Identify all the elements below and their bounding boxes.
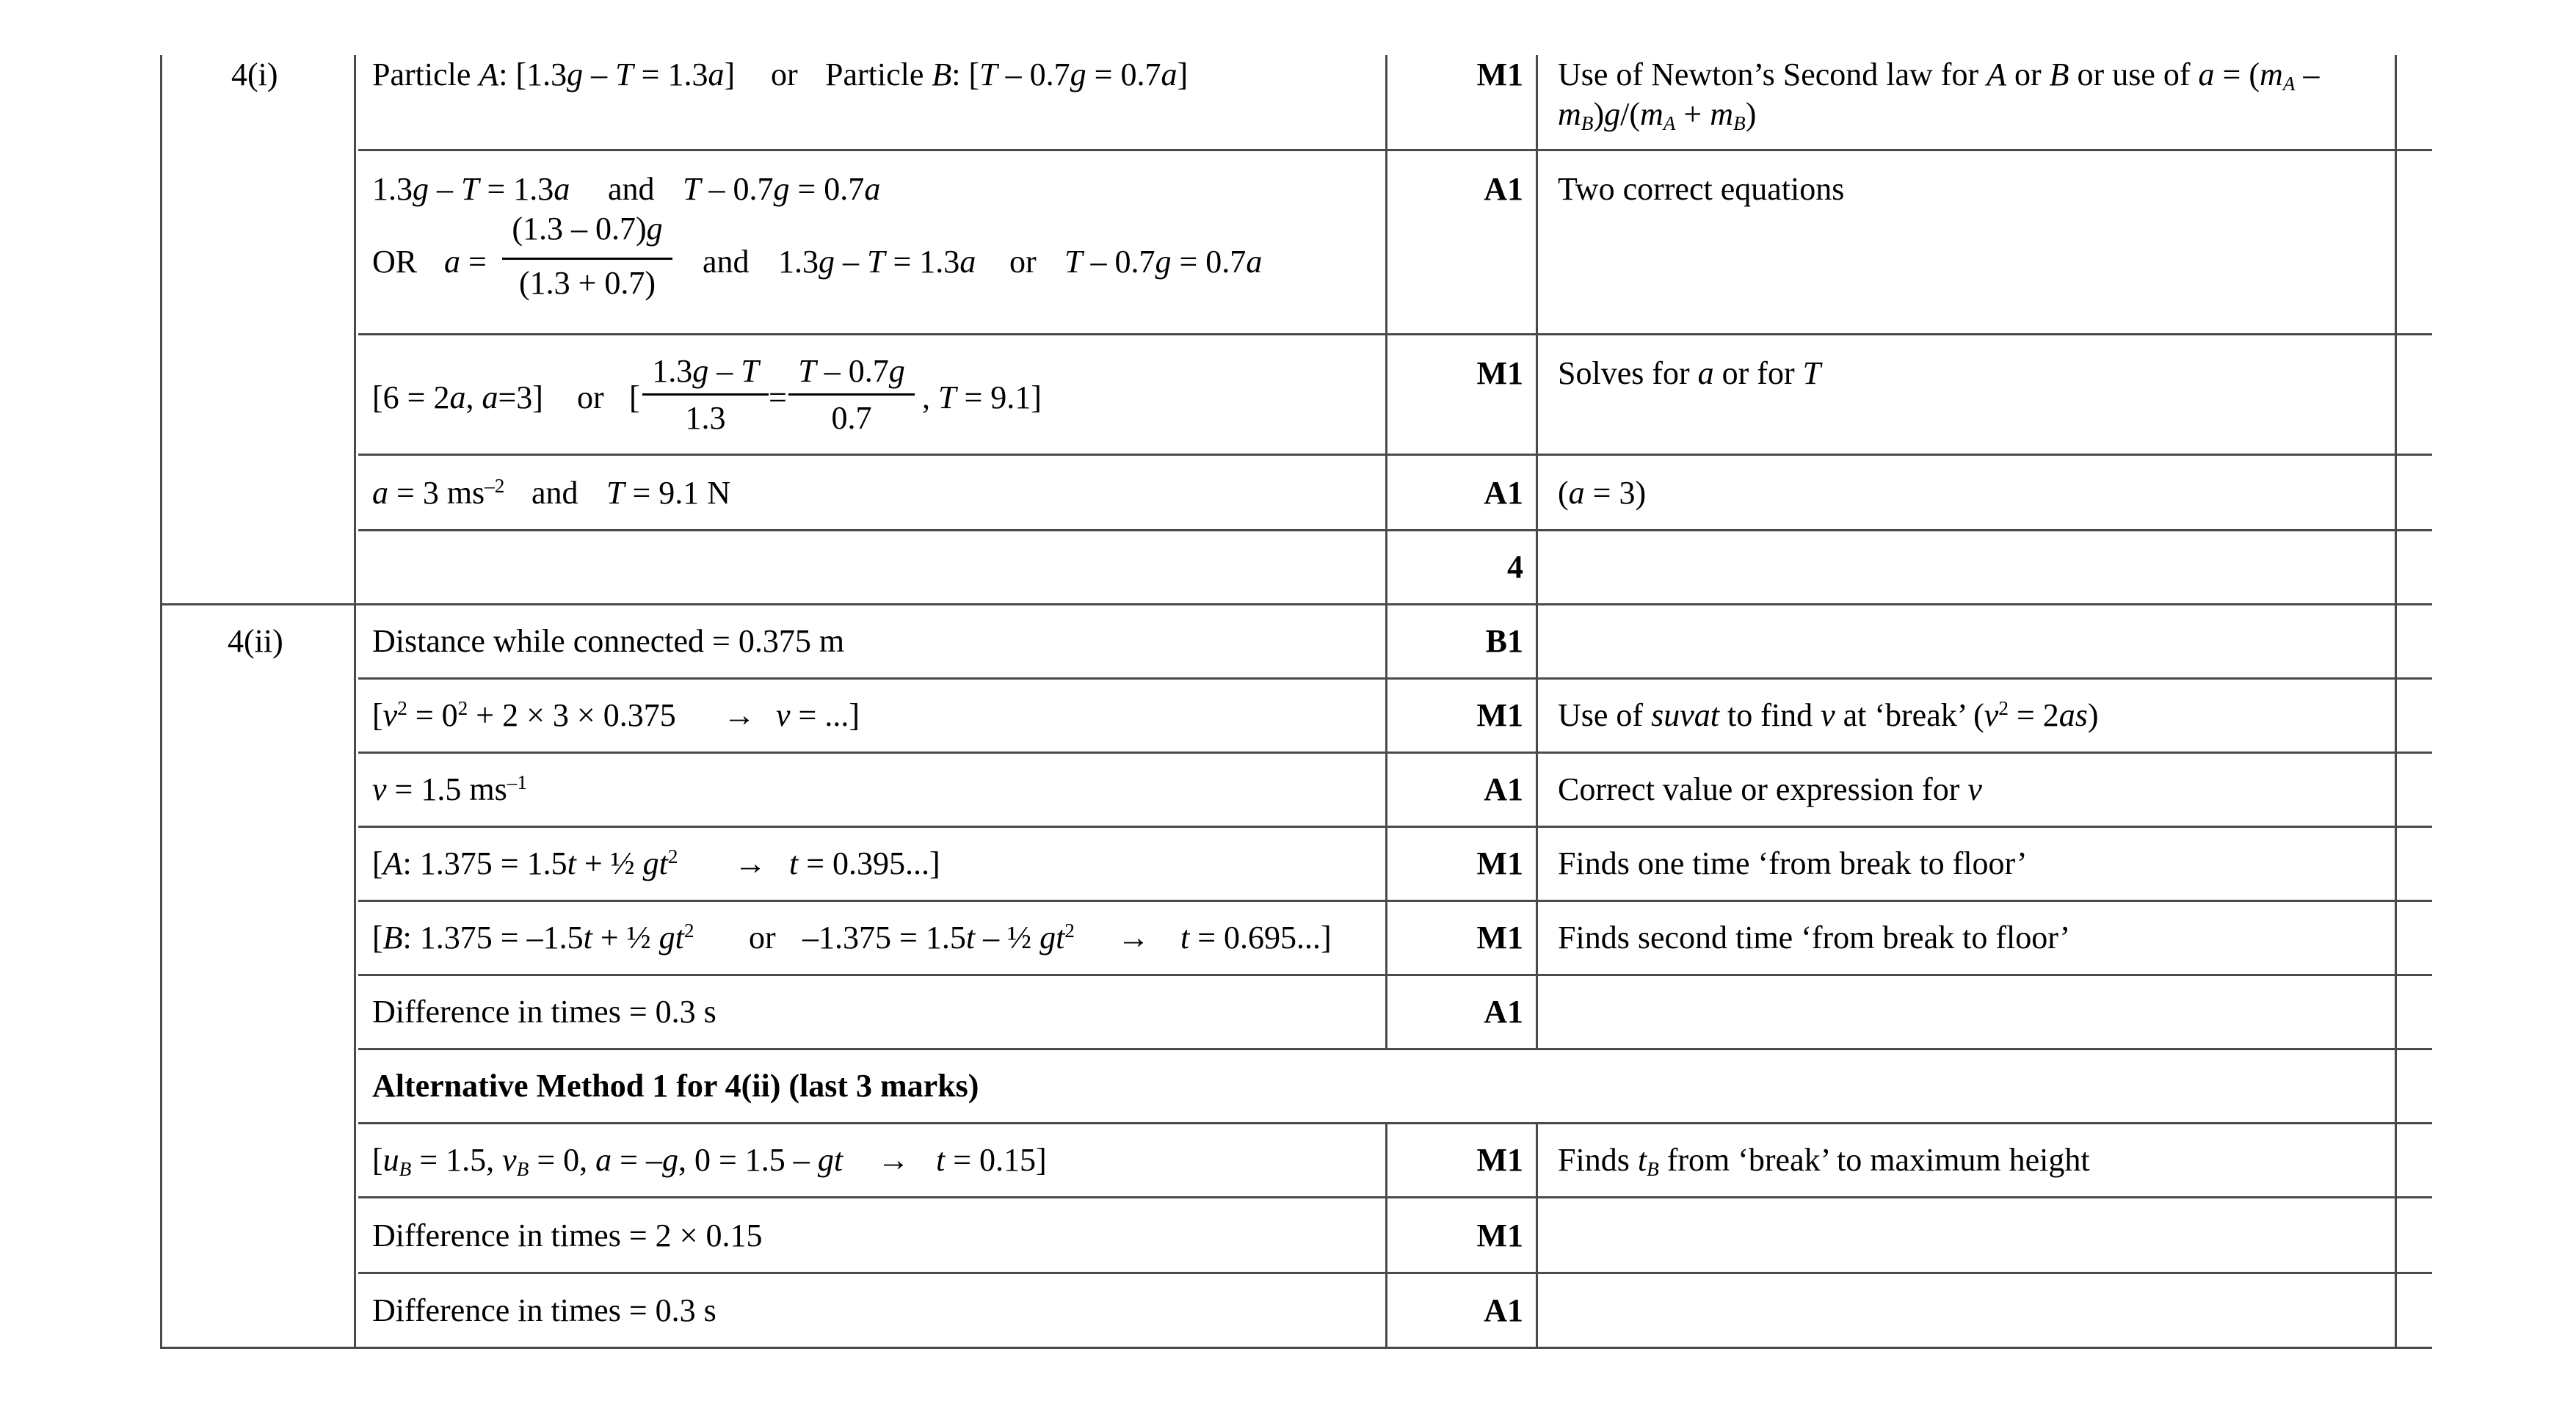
working-line: [$v^2 = 0^2 + 2 \times 3 \times 0.375$ — [372, 697, 676, 733]
mark-code: A1 — [1484, 1292, 1523, 1328]
working-line: –1.375 = 1.5t – ½ $gt^2$ — [802, 920, 1075, 956]
guidance-text: Finds second time ‘from break to floor’ — [1558, 920, 2071, 956]
or-word: or — [749, 920, 776, 956]
equals-sign: = — [468, 244, 487, 280]
rule — [358, 1272, 2432, 1274]
variable-a: a — [444, 244, 460, 280]
rule — [358, 1196, 2432, 1198]
or-word: or — [577, 379, 604, 415]
guidance-text: Use of Newton’s Second law for A or B or use of $a = (m_A$ – — [1558, 57, 2320, 95]
rule — [358, 974, 2432, 976]
mark-code: M1 — [1476, 355, 1523, 391]
working-line: Difference in times = 0.3 s — [372, 994, 716, 1030]
equals-sign: = — [769, 379, 787, 415]
question-number: 4(i) — [231, 57, 278, 92]
mark-code: M1 — [1476, 57, 1523, 92]
total-marks: 4 — [1507, 549, 1523, 585]
working-line: [6 = 2a, a=3] — [372, 379, 543, 415]
bracket: [ — [629, 379, 640, 415]
mark-code: A1 — [1484, 171, 1523, 207]
fraction-bar — [642, 393, 769, 396]
working-line: 1.3g – T = 1.3a — [778, 244, 976, 280]
mark-code: B1 — [1485, 623, 1523, 659]
and-word: and — [703, 244, 750, 280]
rule — [358, 1122, 2432, 1124]
working-line: v = ...] — [776, 697, 860, 733]
rule — [358, 149, 2432, 151]
working-line: a = 3 $ms^{-2}$ — [372, 475, 505, 511]
working-line: Particle B: [T – 0.7g = 0.7a] — [825, 57, 1189, 92]
working-line: T – 0.7g = 0.7a — [683, 171, 881, 207]
rule — [358, 333, 2432, 335]
rule — [358, 826, 2432, 828]
guidance-text: (a = 3) — [1558, 475, 1647, 511]
fraction-particle-a: 1.3g – T 1.3 — [642, 355, 769, 440]
mark-code: A1 — [1484, 475, 1523, 511]
working-line: Difference in times = 2 × 0.15 — [372, 1218, 763, 1253]
guidance-text: $m_B)g/(m_A + m_B)$ — [1558, 96, 1757, 134]
fraction-particle-b: T – 0.7g 0.7 — [788, 355, 915, 440]
fraction-bar — [502, 258, 672, 260]
working-line: 1.3g – T = 1.3a — [372, 171, 570, 207]
working-line: T – 0.7g = 0.7a — [1064, 244, 1263, 280]
mark-code: A1 — [1484, 771, 1523, 807]
working-line: Particle A: [1.3g – T = 1.3a] — [372, 57, 736, 92]
alternative-method-heading: Alternative Method 1 for 4(ii) (last 3 marks) — [372, 1068, 979, 1104]
or-word: or — [1009, 244, 1037, 280]
guidance-text: Correct value or expression for v — [1558, 771, 1982, 807]
working-line: t = 0.395...] — [789, 845, 940, 881]
mark-code: A1 — [1484, 994, 1523, 1030]
rule — [354, 55, 356, 1349]
rule — [1385, 55, 1387, 1049]
working-line: Distance while connected = 0.375 m — [372, 623, 845, 659]
question-number: 4(ii) — [228, 623, 283, 659]
rule — [358, 677, 2432, 680]
rule — [160, 1347, 2432, 1349]
rule — [160, 603, 2432, 605]
mark-code: M1 — [1476, 697, 1523, 733]
guidance-text: Two correct equations — [1558, 171, 1845, 207]
arrow: → — [877, 1142, 910, 1178]
mark-code: M1 — [1476, 1142, 1523, 1178]
or-word: OR — [372, 244, 418, 280]
rule — [358, 752, 2432, 754]
mark-code: M1 — [1476, 1218, 1523, 1253]
working-line: T = 9.1 N — [606, 475, 731, 511]
fraction-bar — [788, 393, 915, 396]
guidance-text: Finds $t_B$ from ‘break’ to maximum height — [1558, 1142, 2090, 1180]
rule — [358, 529, 2432, 531]
working-line: Difference in times = 0.3 s — [372, 1292, 716, 1328]
working-line: , T = 9.1] — [922, 379, 1042, 415]
working-line: [$u_B = 1.5$, $v_B = 0$, a = –g, 0 = 1.5 – gt — [372, 1142, 843, 1180]
rule — [2395, 55, 2397, 1349]
working-line: t = 0.695...] — [1180, 920, 1332, 956]
rule — [1536, 1122, 1538, 1349]
rule — [358, 454, 2432, 456]
working-line: [B: 1.375 = –1.5t + ½ $gt^2$ — [372, 920, 694, 956]
and-word: and — [608, 171, 655, 207]
working-line: [A: 1.375 = 1.5t + ½ $gt^2$ — [372, 845, 678, 881]
guidance-text: Use of suvat to find v at ‘break’ $(v^2 = 2as)$ — [1558, 697, 2099, 733]
guidance-text: Solves for a or for T — [1558, 355, 1821, 391]
guidance-text: Finds one time ‘from break to floor’ — [1558, 845, 2028, 881]
mark-code: M1 — [1476, 920, 1523, 956]
rule — [358, 900, 2432, 902]
fraction-acceleration: (1.3 – 0.7)g (1.3 + 0.7) — [502, 208, 672, 311]
working-line: t = 0.15] — [936, 1142, 1047, 1178]
or-word: or — [771, 57, 798, 92]
working-line: v = 1.5 $ms^{-1}$ — [372, 771, 527, 807]
rule — [358, 1048, 2432, 1050]
rule — [1536, 55, 1538, 1049]
arrow: → — [1117, 920, 1150, 956]
rule — [1385, 1122, 1387, 1349]
mark-code: M1 — [1476, 845, 1523, 881]
and-word: and — [531, 475, 578, 511]
arrow: → — [723, 697, 755, 733]
arrow: → — [734, 845, 766, 881]
rule — [160, 55, 162, 1349]
